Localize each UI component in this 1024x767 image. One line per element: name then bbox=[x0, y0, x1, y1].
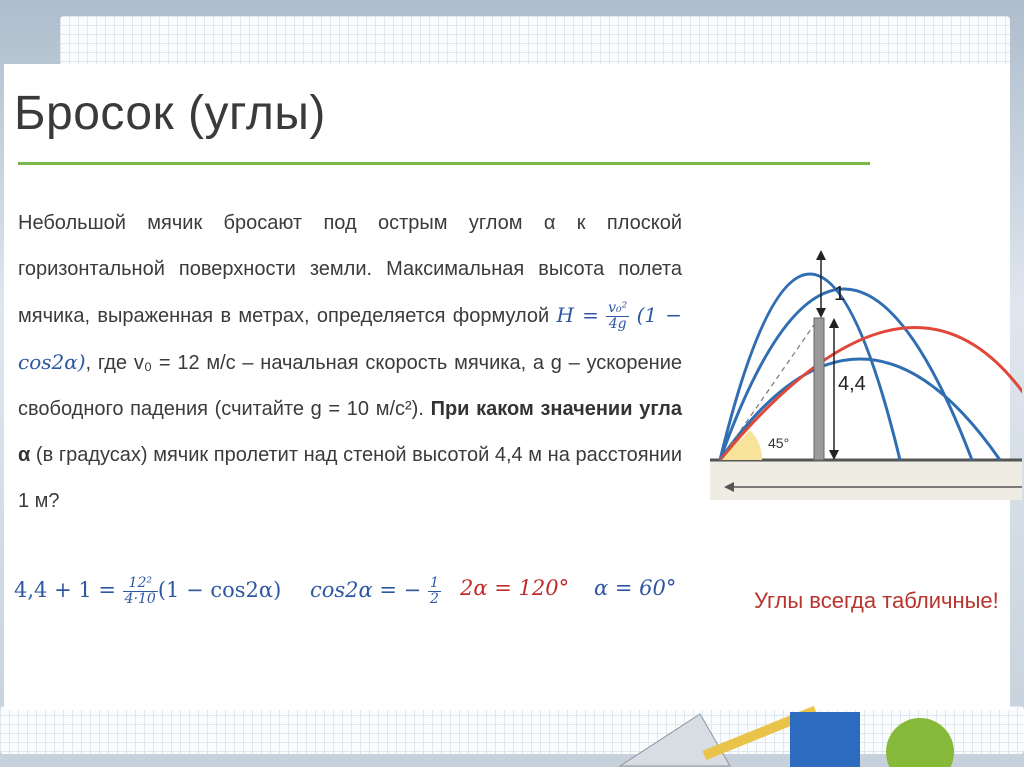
solution-eq3: 2α = 120° bbox=[460, 576, 570, 600]
formula-rest: (1 − cos2α) bbox=[18, 303, 682, 374]
set-square-icon bbox=[620, 714, 730, 766]
ground-strip bbox=[710, 460, 1022, 500]
title-underline bbox=[18, 162, 870, 165]
arrow-down-icon bbox=[816, 308, 826, 318]
height-label: 4,4 bbox=[838, 373, 866, 395]
solution-eq1 bbox=[14, 576, 281, 607]
eq2-numerator: 1 bbox=[429, 575, 439, 591]
solution-eq4: α = 60° bbox=[594, 576, 677, 600]
decorative-stationery bbox=[580, 704, 1024, 767]
green-ball-icon bbox=[886, 718, 954, 767]
trajectory-red bbox=[720, 328, 1022, 460]
eq2-fraction bbox=[428, 576, 441, 607]
solution-eq2 bbox=[310, 576, 441, 607]
distance-label: 1 bbox=[834, 283, 846, 305]
problem-line2: , где v₀ = 12 м/с – начальная скорость мячика, а g – ускорение свободного падения (считайте g = 10 м/с²). bbox=[18, 352, 682, 420]
problem-question: При каком значении угла α bbox=[18, 398, 682, 466]
eq2-denominator: 2 bbox=[429, 591, 439, 607]
problem-line3: (в градусах) мячик пролетит над стеной высотой 4,4 м на расстоянии 1 м? bbox=[18, 444, 682, 512]
formula-lhs: H = bbox=[556, 303, 599, 327]
eq1-rest: (1 − cos2α) bbox=[157, 578, 282, 602]
problem-line1: Небольшой мячик бросают под острым углом α к плоской горизонтальной поверхности земли. Максимальная высота полета мячика, выраженная в метрах, определяется формулой bbox=[18, 212, 682, 327]
eq1-denominator: 4·10 bbox=[124, 591, 156, 607]
arrow-up-icon bbox=[816, 250, 826, 260]
eq1-fraction bbox=[123, 576, 158, 607]
eq1-numerator: 12² bbox=[123, 576, 158, 592]
formula-numerator: v₀² bbox=[608, 300, 628, 317]
arrow-up-icon bbox=[829, 318, 839, 328]
wall bbox=[814, 318, 824, 460]
tip-note: Углы всегда табличные! bbox=[754, 588, 999, 613]
eq1-lhs: 4,4 + 1 = bbox=[14, 578, 116, 602]
formula-fraction bbox=[606, 301, 629, 332]
formula-denominator: 4g bbox=[608, 316, 627, 333]
trajectory-figure bbox=[710, 178, 1022, 508]
problem-text bbox=[18, 200, 682, 524]
angle-label: 45° bbox=[768, 435, 790, 451]
blue-block-icon bbox=[790, 712, 860, 767]
eq2-lhs: cos2α = − bbox=[310, 578, 422, 602]
page-title: Бросок (углы) bbox=[14, 87, 326, 140]
